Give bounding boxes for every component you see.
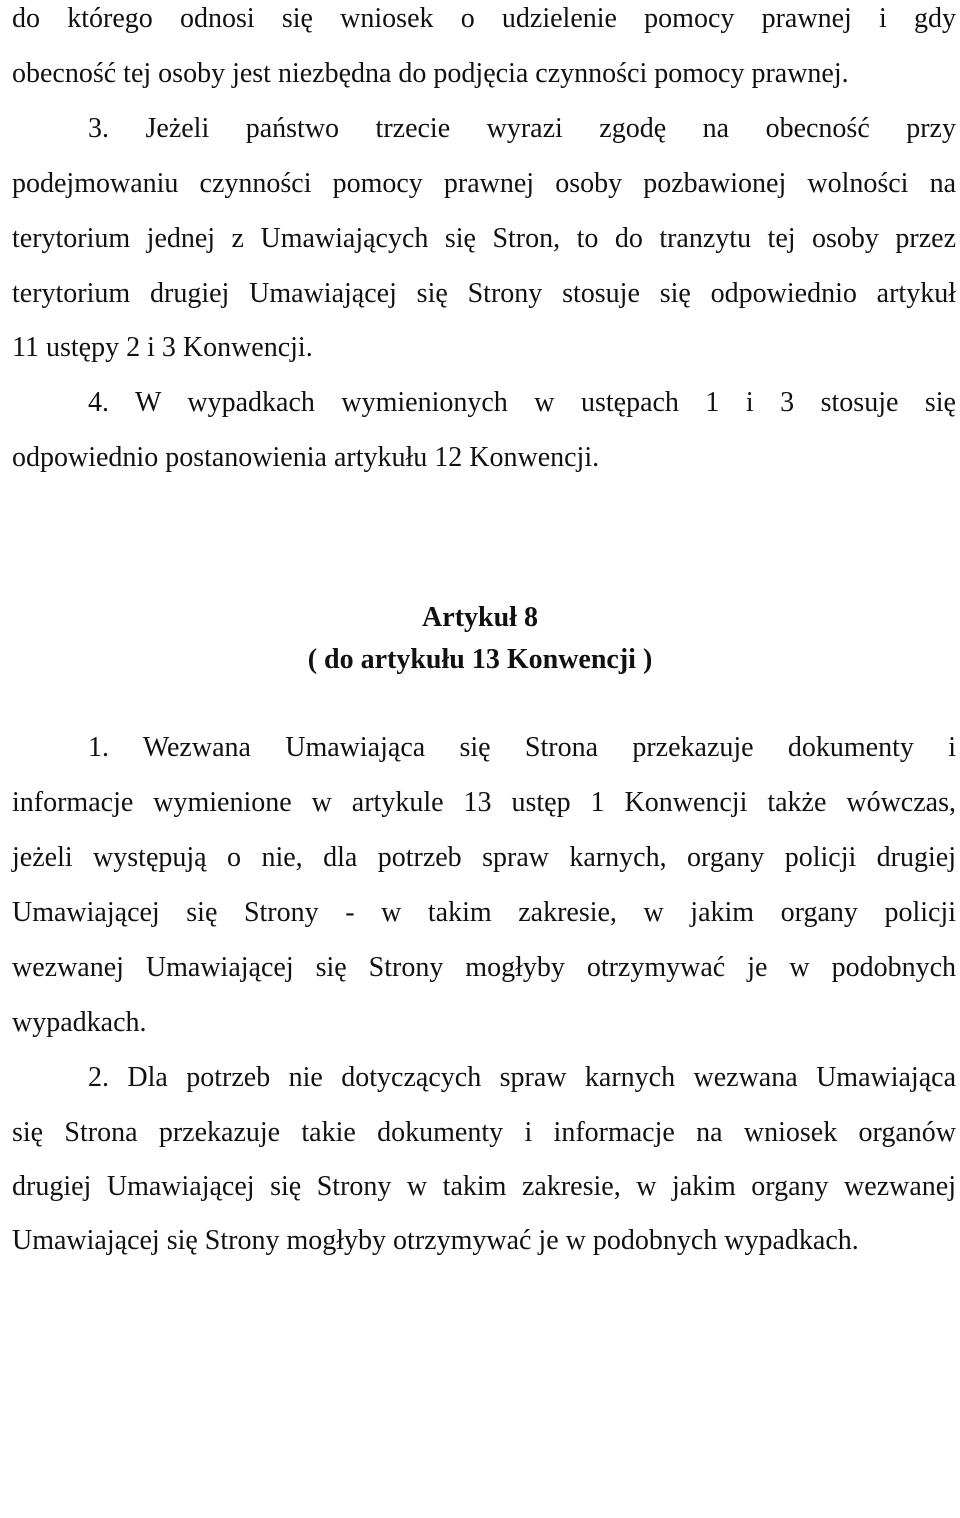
text-line: terytorium drugiej Umawiającej się Strony stosuje się odpowiednio artykuł	[12, 278, 956, 309]
text-line: się Strona przekazuje takie dokumenty i informacje na wniosek organów	[12, 1117, 956, 1148]
text-line: informacje wymienione w artykule 13 ustęp 1 Konwencji także wówczas,	[12, 787, 956, 818]
text-line: odpowiednio postanowienia artykułu 12 Konwencji.	[12, 442, 600, 473]
text-line: drugiej Umawiającej się Strony w takim zakresie, w jakim organy wezwanej	[12, 1171, 956, 1202]
text-line: Umawiającej się Strony mogłyby otrzymywać je w podobnych wypadkach.	[12, 1225, 859, 1256]
text-line: wypadkach.	[12, 1007, 147, 1038]
text-line: do którego odnosi się wniosek o udzielenie pomocy prawnej i gdy	[12, 3, 956, 34]
paragraph-1-start: 1. Wezwana Umawiająca się Strona przekazuje dokumenty i	[88, 732, 956, 763]
text-line: Umawiającej się Strony - w takim zakresie, w jakim organy policji	[12, 897, 956, 928]
article-title: Artykuł 8	[422, 602, 538, 633]
text-line: podejmowaniu czynności pomocy prawnej osoby pozbawionej wolności na	[12, 168, 956, 199]
paragraph-3-start: 3. Jeżeli państwo trzecie wyrazi zgodę na obecność przy	[88, 113, 956, 144]
paragraph-4-start: 4. W wypadkach wymienionych w ustępach 1 i 3 stosuje się	[88, 387, 956, 418]
text-line: wezwanej Umawiającej się Strony mogłyby otrzymywać je w podobnych	[12, 952, 956, 983]
text-line: terytorium jednej z Umawiających się Stron, to do tranzytu tej osoby przez	[12, 223, 956, 254]
text-line: jeżeli występują o nie, dla potrzeb spraw karnych, organy policji drugiej	[12, 842, 956, 873]
text-line: obecność tej osoby jest niezbędna do podjęcia czynności pomocy prawnej.	[12, 58, 849, 89]
text-line: 11 ustępy 2 i 3 Konwencji.	[12, 332, 313, 363]
article-subtitle: ( do artykułu 13 Konwencji )	[307, 644, 653, 675]
paragraph-2-start: 2. Dla potrzeb nie dotyczących spraw karnych wezwana Umawiająca	[88, 1062, 956, 1093]
